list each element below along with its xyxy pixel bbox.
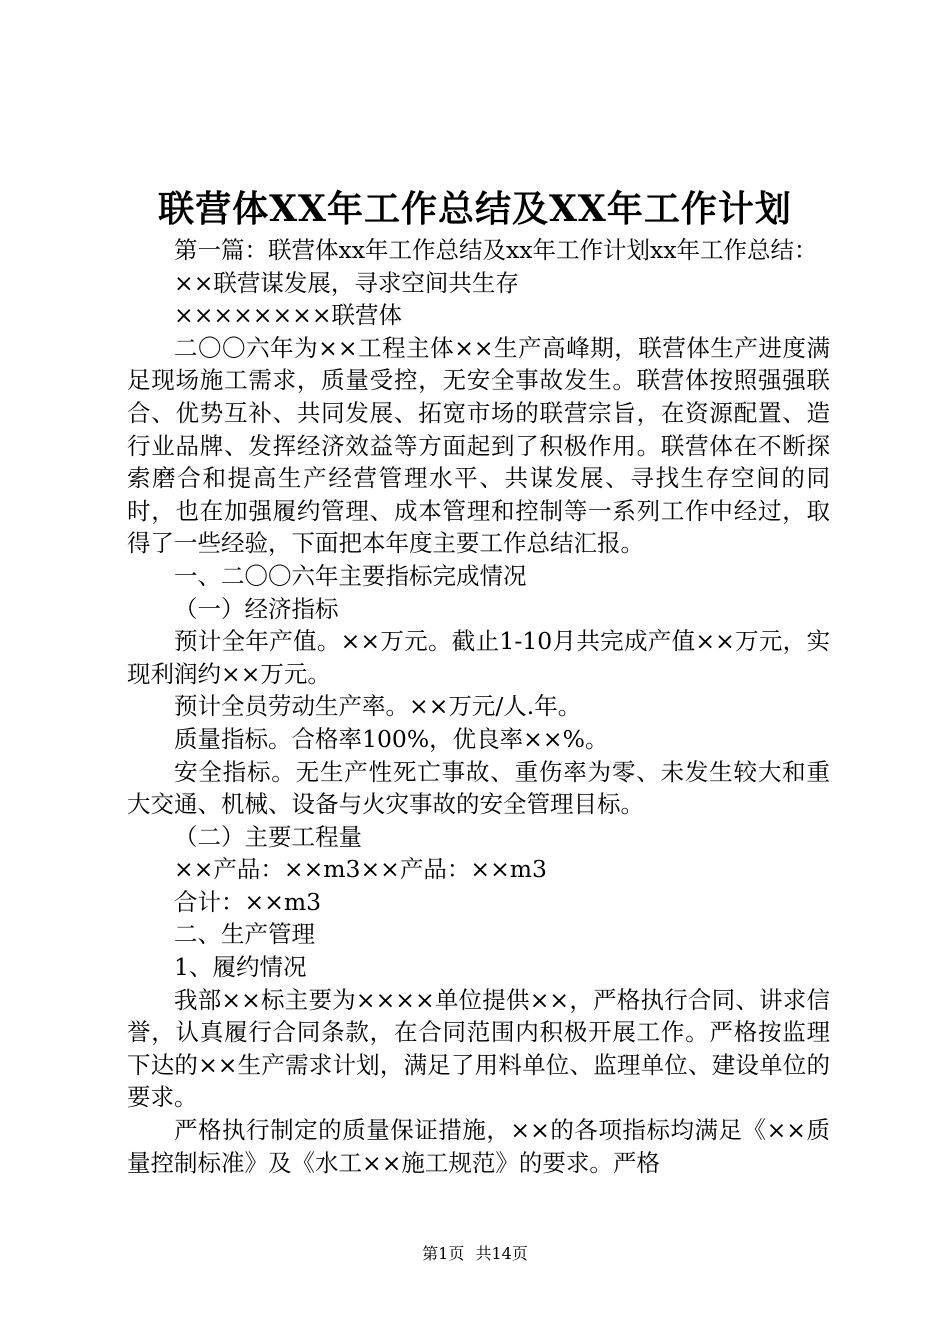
paragraph-quality: 质量指标。合格率100%，优良率××%。	[174, 724, 609, 753]
subsection-heading-economic: （一）经济指标	[174, 594, 339, 623]
subsection-heading-contract: 1、履约情况	[174, 953, 307, 982]
subsection-heading-quantities: （二）主要工程量	[174, 822, 362, 851]
paragraph-contract: 我部××标主要为××××单位提供××，严格执行合同、讲求信誉，认真履行合同条款，在合同范围内积极开展工作。严格按监理下达的××生产需求计划，满足了用料单位、监理单位、建设单位的要求。	[127, 985, 830, 1112]
paragraph-productivity: 预计全员劳动生产率。××万元/人.年。	[174, 692, 582, 721]
page-number: 第1页	[422, 1244, 465, 1263]
paragraph-safety: 安全指标。无生产性死亡事故、重伤率为零、未发生较大和重大交通、机械、设备与火灾事故的安全管理目标。	[127, 757, 830, 819]
paragraph-author: ××××××××联营体	[174, 301, 403, 330]
paragraph-output: 预计全年产值。××万元。截止1-10月共完成产值××万元，实现利润约××万元。	[127, 627, 830, 688]
paragraph-subtitle: ××联营谋发展，寻求空间共生存	[174, 268, 519, 297]
section-heading-1: 一、二〇〇六年主要指标完成情况	[174, 561, 527, 590]
paragraph-overview: 二〇〇六年为××工程主体××生产高峰期，联营体生产进度满足现场施工需求，质量受控，无安全事故发生。联营体按照强强联合、优势互补、共同发展、拓宽市场的联营宗旨，在资源配置、造行业品牌、发挥经济效益等方面起到了积极作用。联营体在不断探索磨合和提高生产经营管理水平、共谋发展、寻找生存空间的同时，也在加强履约管理、成本管理和控制等一系列工作中经过，取得了一些经验，下面把本年度主要工作总结汇报。	[127, 333, 830, 558]
section-heading-2: 二、生产管理	[174, 920, 315, 949]
page-total: 共14页	[475, 1244, 528, 1263]
paragraph-intro: 第一篇：联营体xx年工作总结及xx年工作计划xx年工作总结：	[174, 236, 818, 264]
document-title: 联营体XX年工作总结及XX年工作计划	[158, 188, 792, 230]
document-body	[127, 234, 830, 1179]
paragraph-quality-measures: 严格执行制定的质量保证措施，××的各项指标均满足《××质量控制标准》及《水工××施工规范》的要求。严格	[127, 1116, 830, 1177]
paragraph-total: 合计：××m3	[174, 887, 322, 916]
page-footer	[0, 1242, 950, 1266]
paragraph-products: ××产品：××m3××产品：××m3	[174, 855, 547, 884]
